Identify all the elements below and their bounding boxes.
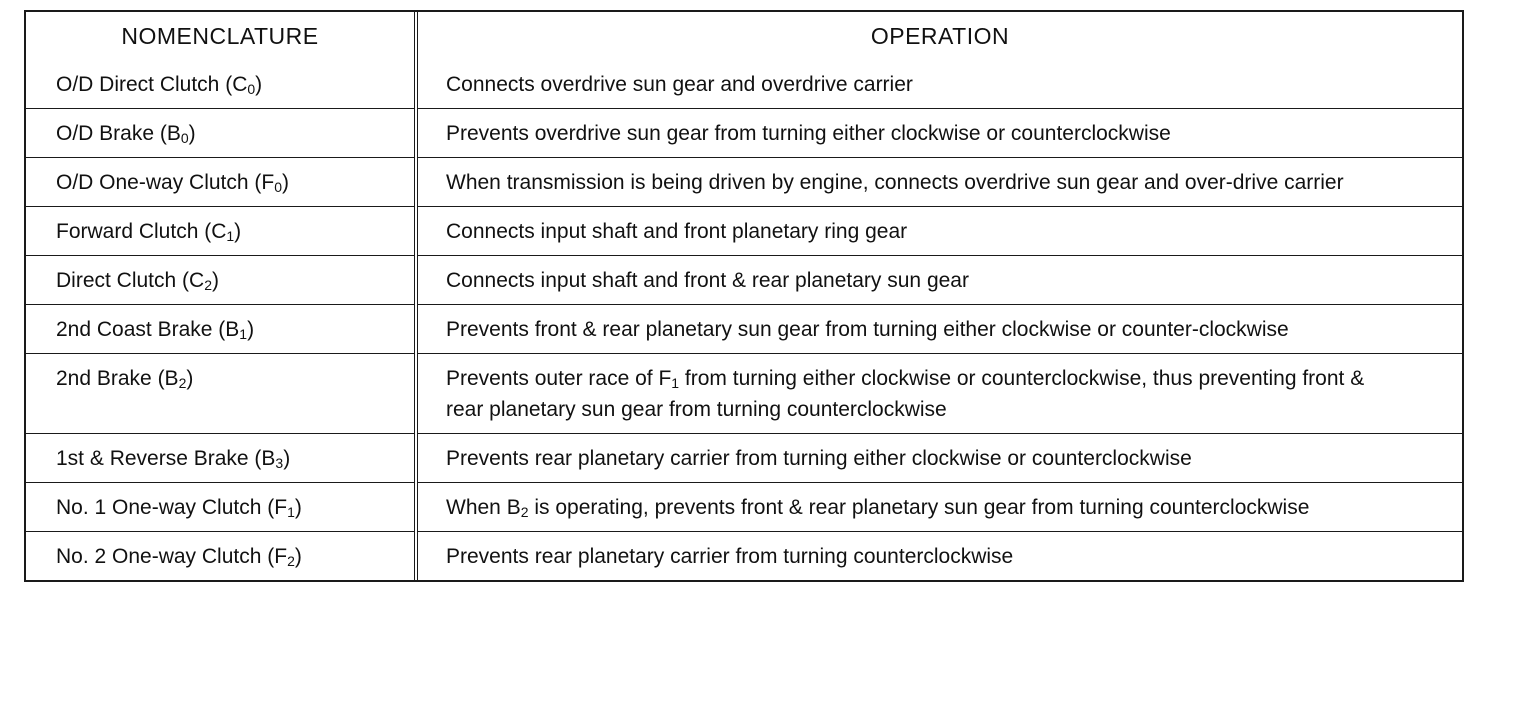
operation-cell: Prevents front & rear planetary sun gear from turning either clockwise or counter-clockwise [446, 318, 1289, 341]
operation-cell: When transmission is being driven by engine, connects overdrive sun gear and over-drive carrier [446, 171, 1344, 194]
nomenclature-cell: O/D Brake $(B_0)$ [26, 109, 416, 158]
nomenclature-cell: 2nd Coast Brake $(B_1)$ [26, 305, 416, 354]
table-row [26, 354, 1462, 434]
nomenclature-cell: No. 2 One-way Clutch $(F_2)$ [26, 532, 416, 581]
operation-cell: Prevents rear planetary carrier from turning counterclockwise [446, 545, 1014, 568]
table-row [26, 60, 1462, 109]
nomenclature-cell: O/D Direct Clutch $(C_0)$ [26, 60, 416, 109]
operation-cell: Prevents overdrive sun gear from turning either clockwise or counterclockwise [446, 122, 1171, 145]
nomenclature-cell: 1st & Reverse Brake $(B_3)$ [26, 434, 416, 483]
header-operation: OPERATION [870, 22, 1010, 49]
table-row [26, 532, 1462, 581]
table [26, 12, 1462, 580]
operation-cell: Prevents outer race of $F_1$ from turning either clockwise or counterclockwise, thus preventing front & rear planetary sun gear from turning counterclockwise [446, 367, 1365, 421]
table-row [26, 305, 1462, 354]
nomenclature-cell: Direct Clutch $(C_2)$ [26, 256, 416, 305]
table-row [26, 207, 1462, 256]
operation-cell: Prevents rear planetary carrier from turning either clockwise or counterclockwise [446, 447, 1192, 470]
nomenclature-cell: O/D One-way Clutch $(F_0)$ [26, 158, 416, 207]
table-row [26, 158, 1462, 207]
table-row [26, 109, 1462, 158]
header-nomenclature: NOMENCLATURE [26, 12, 416, 60]
operation-cell: When $B_2$ is operating, prevents front & rear planetary sun gear from turning counterclockwise [446, 496, 1310, 520]
component-operation-table [24, 10, 1464, 582]
table-row [26, 256, 1462, 305]
operation-cell: Connects input shaft and front planetary ring gear [446, 220, 908, 243]
nomenclature-cell: 2nd Brake $(B_2)$ [26, 354, 416, 434]
nomenclature-cell: No. 1 One-way Clutch $(F_1)$ [26, 483, 416, 532]
table-row [26, 483, 1462, 532]
operation-cell: Connects overdrive sun gear and overdrive carrier [446, 73, 913, 96]
header-row [26, 12, 1462, 60]
table-row [26, 434, 1462, 483]
operation-cell: Connects input shaft and front & rear planetary sun gear [446, 269, 969, 292]
nomenclature-cell: Forward Clutch $(C_1)$ [26, 207, 416, 256]
